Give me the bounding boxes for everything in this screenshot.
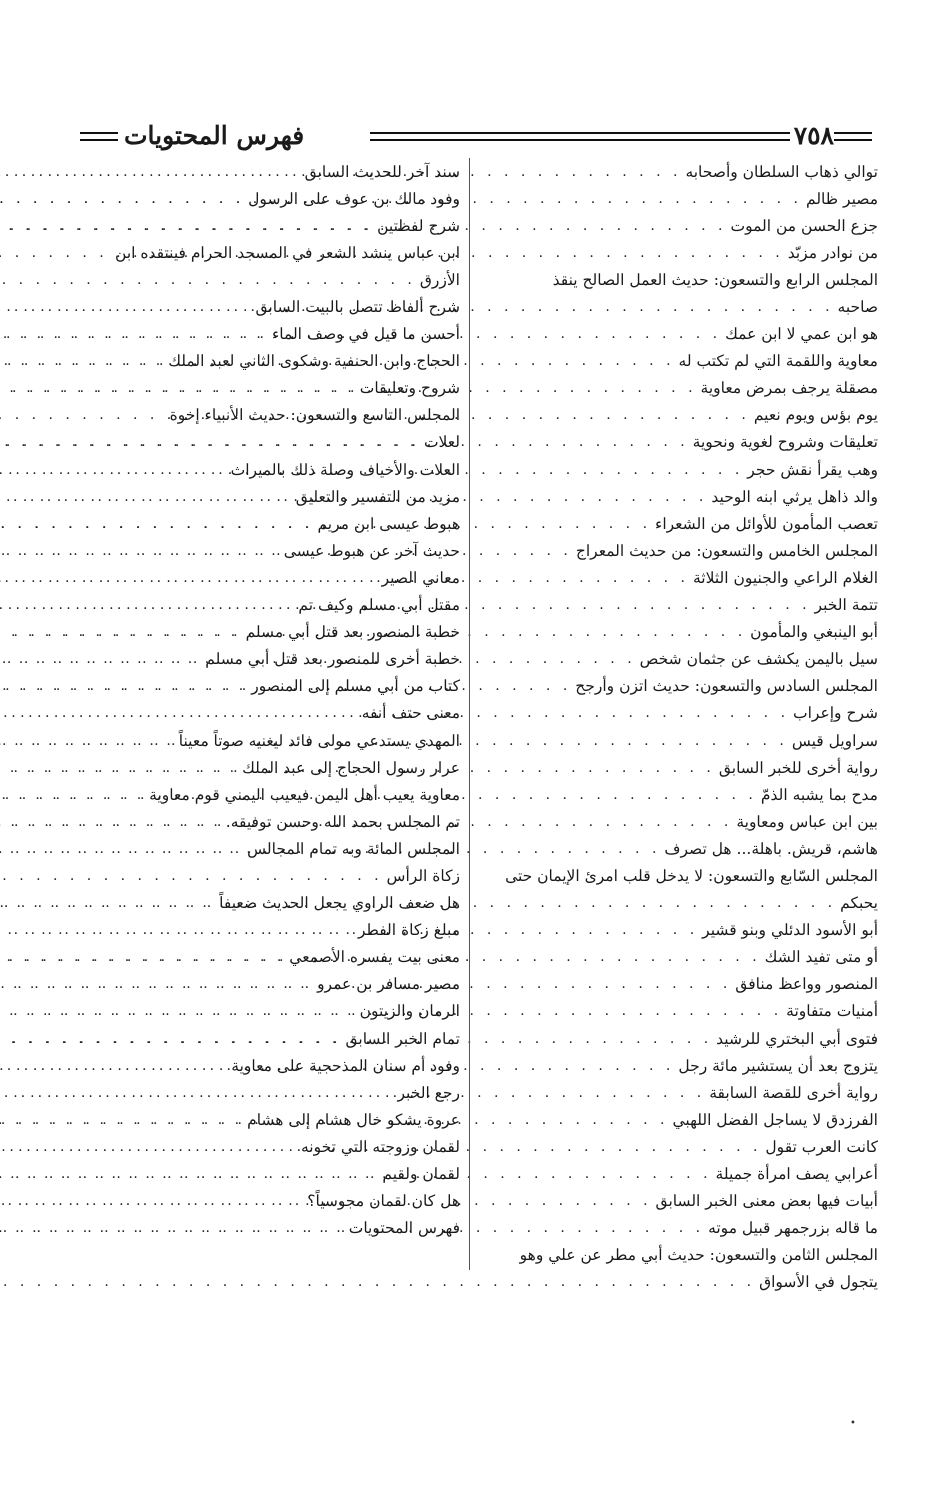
toc-entry [78, 754, 460, 781]
toc-entry [468, 483, 878, 510]
toc-entry [468, 564, 878, 591]
toc-entry [468, 375, 878, 402]
toc-entry-title: سيل باليمن يكشف عن جثمان شخص [639, 650, 878, 669]
toc-entry-title: لقمان وزوجته التي تخونه [300, 1137, 460, 1156]
toc-entry-title: تمام الخبر السابق [345, 1029, 460, 1048]
toc-entry-title: مصير ظالم [806, 189, 878, 208]
toc-entry [78, 700, 460, 727]
toc-entry-title: مصير مسافر بن عمرو [317, 975, 460, 994]
toc-entry [78, 592, 460, 619]
toc-entry [78, 158, 460, 185]
toc-entry [78, 185, 460, 212]
toc-entry-title: معاني الصير [381, 568, 460, 587]
dot-leader [0, 1166, 382, 1182]
toc-entry [78, 917, 460, 944]
toc-entry-title: تعصب المأمون للأوائل من الشعراء [655, 514, 878, 533]
toc-entry-title: أحسن ما قيل في وصف الماء [271, 325, 460, 344]
toc-entry [468, 456, 878, 483]
toc-entry [78, 429, 460, 456]
toc-entry [78, 537, 460, 564]
dot-leader [0, 164, 305, 180]
toc-entry [468, 808, 878, 835]
toc-entry [78, 239, 460, 266]
dot-leader [0, 1031, 345, 1047]
toc-entry [468, 212, 878, 239]
toc-entry-title: الحجاج وابن الحنفية وشكوى الثاني لعبد الملك [168, 352, 460, 371]
toc-entry-title: سراويل قيس [791, 731, 878, 750]
toc-entry-title: تتمة الخبر [814, 596, 878, 615]
toc-entry [78, 727, 460, 754]
toc-entry [468, 1215, 878, 1242]
dot-leader [0, 814, 226, 830]
toc-entry [468, 185, 878, 212]
toc-entry [468, 1079, 878, 1106]
toc-entry [468, 1025, 878, 1052]
toc-entry [468, 402, 878, 429]
toc-entry-title: المجلس الرابع والتسعون: حديث العمل الصالح ينقذ [552, 270, 878, 289]
toc-entry-title: معاوية واللقمة التي لم تكتب له [678, 352, 878, 371]
dot-leader [0, 705, 362, 721]
dot-leader [0, 380, 360, 396]
toc-entry-title: توالي ذهاب السلطان وأصحابه [685, 162, 878, 181]
header-page-number-group [370, 116, 878, 156]
page-title: فهرس المحتويات [124, 121, 305, 150]
toc-entry-title: يوم بؤس ويوم نعيم [753, 406, 878, 425]
dot-leader [0, 353, 168, 369]
toc-entry [78, 402, 460, 429]
toc-entry [78, 293, 460, 320]
dot-leader [0, 624, 246, 640]
dot-leader [0, 1003, 360, 1019]
dot-leader [0, 218, 377, 234]
toc-entry [78, 1079, 460, 1106]
toc-entry-title: المهدي يستدعي مولى فائد ليغنيه صوتاً معيناً [178, 731, 460, 750]
toc-entry-title: رواية أخرى للخبر السابق [718, 758, 878, 777]
toc-entry-title: يحبكم [840, 894, 878, 913]
dot-leader [0, 1193, 307, 1209]
toc-entry-title: عرار رسول الحجاج إلى عبد الملك [242, 758, 460, 777]
toc-entry-title: المجلس المائة وبه تمام المجالس [247, 839, 460, 858]
toc-entry-title: شروح وتعليقات [359, 379, 460, 398]
toc-entry [468, 348, 878, 375]
toc-left-column [78, 158, 460, 1242]
toc-entry-title: ما قاله بزرجمهر قبيل موته [708, 1219, 878, 1238]
toc-entry-title: مبلغ زكاة الفطر [357, 921, 460, 940]
dot-leader [0, 922, 358, 938]
page-header [62, 116, 878, 156]
dot-leader [0, 1058, 231, 1074]
dot-leader [0, 895, 219, 911]
toc-entry [78, 619, 460, 646]
toc-entry-title: شرح لفظتين [377, 216, 460, 235]
dot-leader [0, 868, 387, 884]
dot-leader [0, 733, 179, 749]
toc-entry-title: هل ضعف الراوي يجعل الحديث ضعيفاً [219, 894, 460, 913]
toc-entry-title: العلات والأخياف وصلة ذلك بالميراث [230, 460, 460, 479]
toc-entry-title: عروة يشكو خال هشام إلى هشام [247, 1110, 460, 1129]
toc-entry [468, 537, 878, 564]
dot-leader [0, 1139, 301, 1155]
dot-leader [0, 191, 248, 207]
toc-entry-title: الرمان والزيتون [359, 1002, 460, 1021]
dot-leader [0, 462, 231, 478]
toc-entry-title: شرح ألفاظ تتصل بالبيت السابق [255, 298, 460, 317]
dot-leader [0, 1274, 759, 1290]
header-rule-short [834, 132, 872, 141]
toc-entry-title: كانت العرب تقول [765, 1137, 878, 1156]
toc-entry-title: المجلس التاسع والتسعون: حديث الأنبياء إخوة [169, 406, 460, 425]
toc-entry-title: بين ابن عباس ومعاوية [736, 812, 878, 831]
dot-leader [0, 651, 205, 667]
dot-leader [0, 841, 247, 857]
toc-entry-title: الأزرق [419, 270, 460, 289]
toc-entry-title: زكاة الرأس [386, 866, 460, 885]
toc-entry-title: أبو الأسود الدئلي وبنو قشير [702, 921, 878, 940]
dot-leader [0, 678, 251, 694]
toc-entry [78, 673, 460, 700]
dot-leader [0, 1112, 247, 1128]
toc-entry [78, 1215, 460, 1242]
toc-entry [468, 944, 878, 971]
toc-entry [468, 998, 878, 1025]
toc-entry [78, 564, 460, 591]
toc-entry-title: فتوى أبي البختري للرشيد [716, 1029, 878, 1048]
toc-entry-title: الفرزدق لا يساجل الفضل اللهبي [672, 1110, 878, 1129]
toc-entry [78, 862, 460, 889]
toc-entry-title: الغلام الراعي والجنيون الثلاثة [692, 568, 878, 587]
toc-entry [468, 158, 878, 185]
dot-leader [0, 949, 289, 965]
toc-entry [78, 1025, 460, 1052]
toc-entry-title: كتاب من أبي مسلم إلى المنصور [251, 677, 460, 696]
toc-entry-title: رجع الخبر [397, 1083, 460, 1102]
toc-entry-title: من نوادر مزبّد [787, 243, 878, 262]
toc-entry [468, 1160, 878, 1187]
toc-entry [78, 375, 460, 402]
toc-entry-title: فهرس المحتويات [348, 1219, 460, 1238]
toc-entry-title: رواية أخرى للقصة السابقة [709, 1083, 878, 1102]
toc-entry-title: مقتل أبي مسلم وكيف تم [298, 596, 460, 615]
toc-entry-title: مصقلة يرجف بمرض معاوية [700, 379, 878, 398]
toc-entry-title: صاحبه [837, 298, 878, 317]
header-rule-title [80, 132, 118, 141]
toc-entry [78, 321, 460, 348]
toc-entry-title: شرح وإعراب [793, 704, 878, 723]
toc-entry [78, 266, 460, 293]
toc-entry [78, 808, 460, 835]
toc-entry [78, 1133, 460, 1160]
toc-entry [78, 1052, 460, 1079]
dot-leader [0, 434, 424, 450]
toc-entry [468, 835, 878, 862]
toc-entry [468, 293, 878, 320]
toc-entry-title: هبوط عيسى ابن مريم [317, 514, 460, 533]
dot-leader [0, 976, 317, 992]
toc-entry [468, 321, 878, 348]
toc-entry-title: أبو الينبغي والمأمون [750, 623, 878, 642]
toc-right-column [468, 158, 878, 1296]
toc-entry-title: هل كان لقمان مجوسياً؟ [307, 1192, 460, 1211]
toc-entry [468, 890, 878, 917]
toc-entry [468, 429, 878, 456]
toc-entry-title: لعلات [423, 433, 460, 452]
header-rule-long [370, 132, 790, 141]
toc-entry [78, 1188, 460, 1215]
column-divider [469, 158, 470, 1270]
dot-leader [0, 1085, 397, 1101]
toc-entry [78, 646, 460, 673]
toc-entry [468, 1242, 878, 1269]
toc-entry [468, 1269, 878, 1296]
toc-entry-title: المجلس السادس والتسعون: حديث اتزن وأرجح [575, 677, 878, 696]
toc-entry [468, 1133, 878, 1160]
toc-entry [468, 1052, 878, 1079]
toc-entry-title: والد ذاهل يرثي ابنه الوحيد [711, 487, 878, 506]
toc-entry-title: المجلس السّابع والتسعون: لا يدخل قلب امرئ الإيمان حتى [505, 866, 878, 885]
toc-entry-title: تعليقات وشروح لغوية ونحوية [692, 433, 878, 452]
toc-entry [468, 1188, 878, 1215]
toc-entry [468, 592, 878, 619]
toc-entry [78, 1160, 460, 1187]
toc-entry [468, 727, 878, 754]
toc-entry-title: يتجول في الأسواق [759, 1273, 878, 1292]
toc-entry-title: المجلس الخامس والتسعون: من حديث المعراج [575, 541, 878, 560]
toc-entry-title: حديث آخر عن هبوط عيسى [283, 541, 460, 560]
toc-entry [468, 239, 878, 266]
toc-entry [78, 890, 460, 917]
toc-entry [468, 700, 878, 727]
toc-entry-title: وفود مالك بن عوف على الرسول [248, 189, 460, 208]
dot-leader [0, 570, 382, 586]
toc-entry-title: وهب يقرأ نقش حجر [747, 460, 878, 479]
dot-leader [0, 787, 149, 803]
toc-entry-title: معاوية يعيب أهل اليمن فيعيب اليمني قوم معاوية [149, 785, 460, 804]
toc-entry-title: سند آخر للحديث السابق [304, 162, 460, 181]
toc-entry [468, 646, 878, 673]
toc-entry-title: جزع الحسن من الموت [730, 216, 878, 235]
toc-entry [78, 348, 460, 375]
stray-mark: • [850, 1418, 856, 1429]
toc-entry [468, 1106, 878, 1133]
toc-entry-title: أبيات فيها بعض معنى الخبر السابق [655, 1192, 878, 1211]
toc-entry-title: أمنيات متفاوتة [786, 1002, 878, 1021]
dot-leader [0, 299, 255, 315]
dot-leader [0, 489, 296, 505]
toc-entry [468, 619, 878, 646]
toc-entry-title: خطبة أخرى للمنصور بعد قتل أبي مسلم [205, 650, 460, 669]
toc-entry [78, 1106, 460, 1133]
toc-entry [78, 510, 460, 537]
toc-entry [468, 510, 878, 537]
dot-leader [0, 597, 298, 613]
toc-entry [78, 781, 460, 808]
toc-entry [468, 917, 878, 944]
dot-leader [0, 760, 242, 776]
dot-leader [0, 516, 317, 532]
toc-entry-title: المنصور وواعظ منافق [735, 975, 878, 994]
toc-entry-title: مزيد من التفسير والتعليق [295, 487, 460, 506]
toc-entry-title: المجلس الثامن والتسعون: حديث أبي مطر عن علي وهو [519, 1246, 878, 1265]
toc-entry [78, 998, 460, 1025]
header-title-group [80, 116, 304, 156]
toc-entry [468, 862, 878, 889]
toc-entry-title: يتزوج بعد أن يستشير مائة رجل [678, 1056, 878, 1075]
toc-entry-title: هاشم، قريش. باهلة... هل تصرف [664, 839, 878, 858]
toc-entry [468, 754, 878, 781]
toc-entry [468, 971, 878, 998]
toc-entry [468, 673, 878, 700]
dot-leader [0, 272, 420, 288]
toc-entry-title: معنى بيت يفسره الأصمعي [289, 948, 460, 967]
toc-entry-title: لقمان ولقيم [382, 1165, 460, 1184]
toc-entry [78, 212, 460, 239]
dot-leader [0, 326, 272, 342]
dot-leader [0, 543, 284, 559]
toc-entry-title: أو متى تفيد الشك [764, 948, 878, 967]
toc-entry-title: ابن عباس ينشد الشعر في المسجد الحرام فينتقده ابن [115, 243, 460, 262]
toc-entry-title: وفود أم سنان المذحجية على معاوية [231, 1056, 460, 1075]
dot-leader [0, 1220, 349, 1236]
toc-entry [468, 266, 878, 293]
toc-entry [468, 781, 878, 808]
toc-entry-title: هو ابن عمي لا ابن عمك [725, 325, 878, 344]
toc-entry-title: خطبة المنصور بعد قتل أبي مسلم [245, 623, 460, 642]
toc-entry [78, 483, 460, 510]
toc-entry [78, 835, 460, 862]
toc-entry-title: تم المجلس بحمد الله وحسن توفيقه. [225, 812, 460, 831]
page-number: ٧٥٨ [793, 121, 834, 150]
toc-entry-title: معنى حتف أنفه [361, 704, 460, 723]
toc-entry [78, 944, 460, 971]
toc-entry-title: مدح بما يشبه الذمّ [760, 785, 878, 804]
toc-entry [78, 456, 460, 483]
toc-entry [78, 971, 460, 998]
toc-entry-title: أعرابي يصف امرأة جميلة [715, 1165, 878, 1184]
